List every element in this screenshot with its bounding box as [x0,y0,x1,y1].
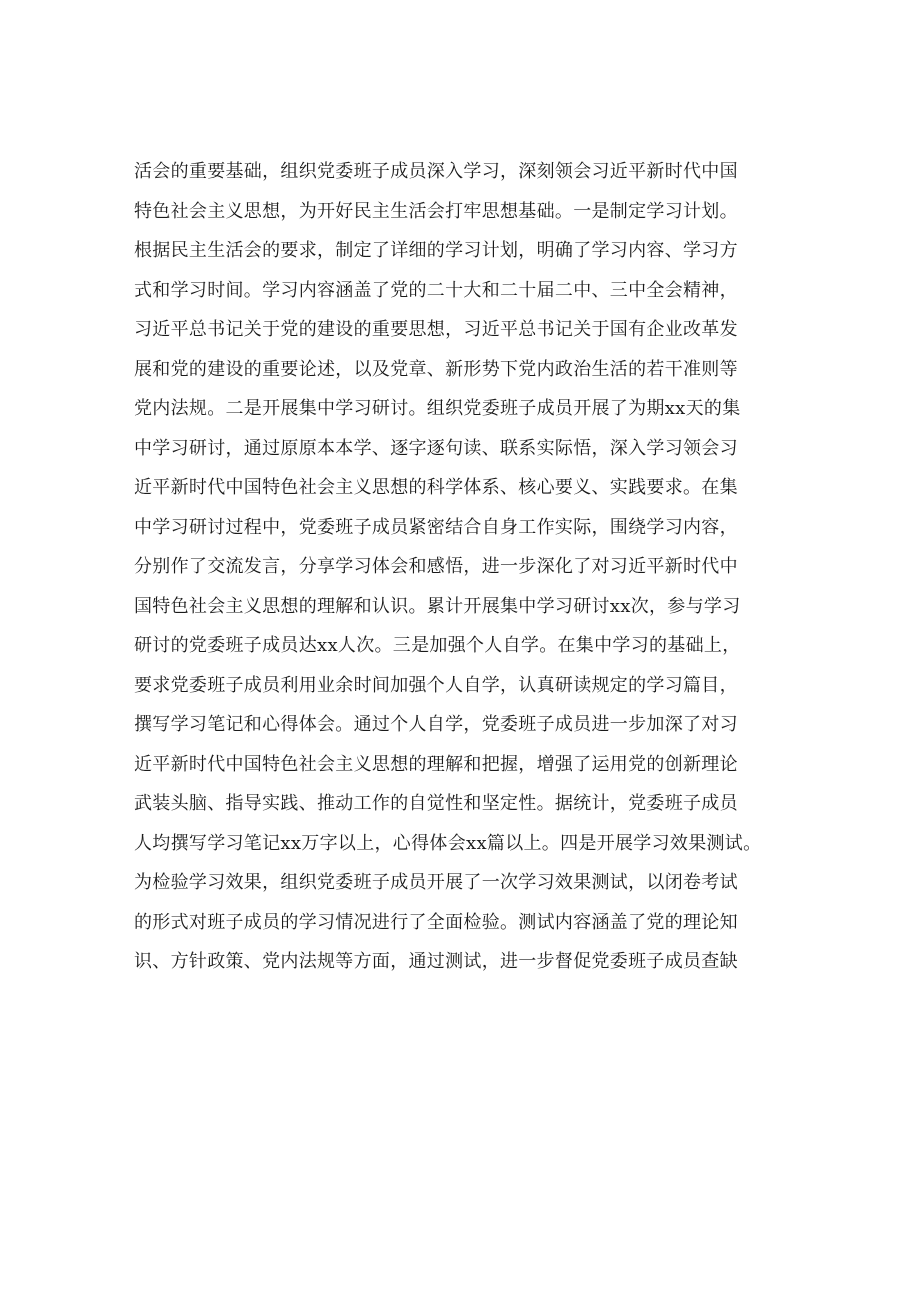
text-line: 分别作了交流发言，分享学习体会和感悟，进一步深化了对习近平新时代中 [134,556,738,577]
text-line: 识、方针政策、党内法规等方面，通过测试，进一步督促党委班子成员查缺 [134,951,738,972]
text-line: 武装头脑、指导实践、推动工作的自觉性和坚定性。据统计，党委班子成员 [134,793,738,814]
text-line: 要求党委班子成员利用业余时间加强个人自学，认真研读规定的学习篇目， [134,674,738,696]
text-line: 特色社会主义思想，为开好民主生活会打牢思想基础。一是制定学习计划。 [134,200,738,222]
text-line: 的形式对班子成员的学习情况进行了全面检验。测试内容涵盖了党的理论知 [134,911,738,933]
text-line: 展和党的建设的重要论述，以及党章、新形势下党内政治生活的若干准则等 [134,358,738,380]
text-line: 近平新时代中国特色社会主义思想的科学体系、核心要义、实践要求。在集 [134,477,738,498]
text-line: 活会的重要基础，组织党委班子成员深入学习，深刻领会习近平新时代中国 [134,161,738,182]
text-line: 人均撰写学习笔记xx万字以上，心得体会xx篇以上。四是开展学习效果测试。 [134,832,762,854]
text-line: 撰写学习笔记和心得体会。通过个人自学，党委班子成员进一步加深了对习 [134,714,738,735]
text-line: 中学习研讨，通过原原本本学、逐字逐句读、联系实际悟，深入学习领会习 [134,437,738,459]
text-line: 根据民主生活会的要求，制定了详细的学习计划，明确了学习内容、学习方 [134,240,738,261]
text-line: 近平新时代中国特色社会主义思想的理解和把握，增强了运用党的创新理论 [134,753,738,775]
text-line: 国特色社会主义思想的理解和认识。累计开展集中学习研讨xx次，参与学习 [134,595,741,617]
text-line: 党内法规。二是开展集中学习研讨。组织党委班子成员开展了为期xx天的集 [134,398,741,419]
text-line: 中学习研讨过程中，党委班子成员紧密结合自身工作实际，围绕学习内容， [134,516,738,538]
body-text [134,152,814,982]
text-line: 为检验学习效果，组织党委班子成员开展了一次学习效果测试，以闭卷考试 [134,872,738,893]
text-line: 习近平总书记关于党的建设的重要思想，习近平总书记关于国有企业改革发 [134,319,738,340]
text-line: 式和学习时间。学习内容涵盖了党的二十大和二十届二中、三中全会精神， [134,279,738,301]
text-line: 研讨的党委班子成员达xx人次。三是加强个人自学。在集中学习的基础上， [134,635,741,656]
